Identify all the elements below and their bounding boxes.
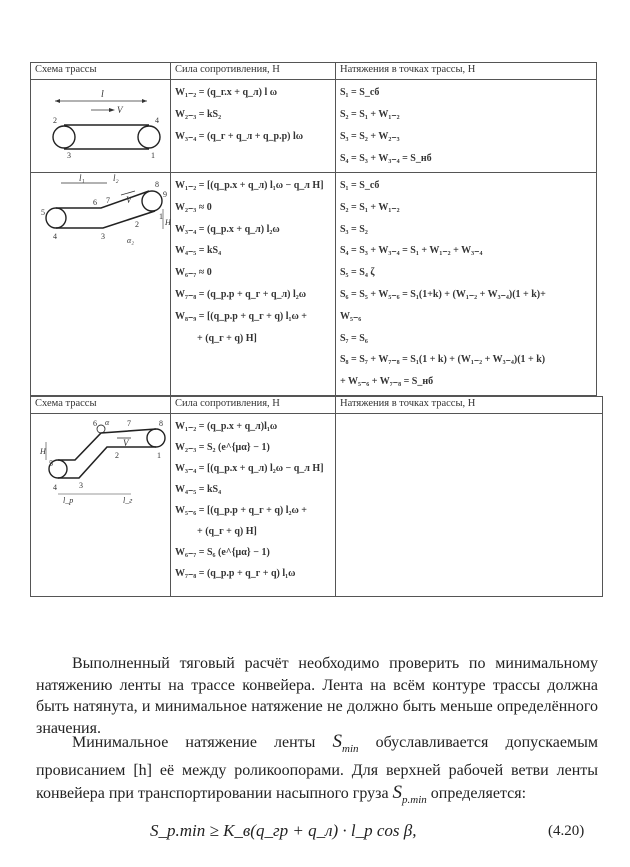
svg-text:5: 5 <box>41 208 45 217</box>
svg-text:l₂: l₂ <box>113 173 119 183</box>
svg-text:2: 2 <box>53 116 57 125</box>
svg-text:3: 3 <box>79 481 83 490</box>
pulley-right <box>147 429 165 447</box>
svg-text:4: 4 <box>53 232 57 241</box>
tensions-cell: S₁ = S_сб S₂ = S₁ + W₁₋₂ S₃ = S₂ S₄ = S₃ + W₃₋₄ = S₁ + W₁₋₂ + W₃₋₄ S₅ = S₄ ζ S₆ = S₅ + W₅₋₆ = S₁(1+k) + (W₁₋₂ + W₃₋₄)(1 + k)+ W₅₋₆ S₇ = S₆ S₈ = S₇ + W₇₋₈ = S₁(1 + k) + (W₁₋₂ + W₃₋₄)(1 + k) + W₅₋₆ + W₇₋₈ = S_нб <box>336 173 597 396</box>
table-header-row <box>31 63 597 80</box>
header-scheme: Схема трассы <box>31 397 171 414</box>
svg-text:7: 7 <box>127 419 131 428</box>
header-tension: Натяжения в точках трассы, Н <box>336 397 603 414</box>
svg-text:V: V <box>117 105 123 115</box>
svg-text:9: 9 <box>163 190 167 199</box>
svg-text:4: 4 <box>53 483 57 492</box>
svg-text:1: 1 <box>157 451 161 460</box>
resistance-table-2 <box>30 396 603 597</box>
forces-cell: W₁₋₂ = (q_г.х + q_л) l ω W₂₋₃ = kS₂ W₃₋₄ = (q_г + q_л + q_р.р) lω <box>171 80 336 173</box>
conveyor-scheme-bend <box>31 414 171 506</box>
header-tension: Натяжения в точках трассы, Н <box>336 63 597 80</box>
scheme-cell <box>31 173 171 396</box>
pulley-left <box>53 126 75 148</box>
svg-text:5: 5 <box>49 459 53 468</box>
svg-text:2: 2 <box>135 220 139 229</box>
forces-cell: W₁₋₂ = [(q_р.х + q_л) l₁ω − q_л H] W₂₋₃ ≈ 0 W₃₋₄ = (q_р.х + q_л) l₂ω W₄₋₅ = kS₄ W₆₋₇ ≈ 0 W₇₋₈ = (q_р.р + q_г + q_л) l₂ω W₈₋₉ = [(q_р.р + q_г + q) l₁ω + + (q_г + q) H] <box>171 173 336 396</box>
svg-text:H: H <box>40 447 46 456</box>
svg-text:H: H <box>165 218 171 227</box>
svg-text:7: 7 <box>106 196 110 205</box>
label-l: l <box>101 89 104 100</box>
paragraph-min-tension-check: Выполненный тяговый расчёт необходимо проверить по минимальному натяжению ленты на трассе конвейера. Лента на всём контуре трассы должна быть натянута, и минимальное натяжение не должно быть меньше определённого значения. <box>36 655 598 737</box>
tensions-cell-empty <box>336 414 603 597</box>
scheme-cell <box>31 80 171 173</box>
table-header-row <box>31 397 603 414</box>
svg-text:α₂: α₂ <box>127 236 134 245</box>
svg-text:l_г: l_г <box>123 496 133 505</box>
header-scheme: Схема трассы <box>31 63 171 80</box>
svg-text:α: α <box>105 418 110 427</box>
svg-text:V: V <box>123 438 129 448</box>
svg-text:l_р: l_р <box>63 496 74 505</box>
table-row <box>31 173 597 396</box>
svg-text:6: 6 <box>93 198 97 207</box>
pulley-left <box>46 208 66 228</box>
svg-text:V: V <box>126 195 132 205</box>
svg-text:3: 3 <box>67 151 71 160</box>
svg-text:l₁: l₁ <box>79 173 85 183</box>
svg-text:1: 1 <box>159 212 163 221</box>
conveyor-scheme-horizontal <box>31 80 171 172</box>
resistance-table-1 <box>30 62 597 396</box>
equation-number: (4.20) <box>548 823 585 839</box>
header-force: Сила сопротивления, Н <box>171 397 336 414</box>
svg-text:2: 2 <box>115 451 119 460</box>
svg-text:4: 4 <box>155 116 159 125</box>
paragraph-min-tension-definition: Минимальное натяжение ленты $S_{min}$ обуславливается допускаемым провисанием [h] её между роликоопорами. Для верхней рабочей ветви ленты конвейера при транспортировании насыпного груза $S_{p.min}$ определяется: <box>36 731 599 806</box>
forces-cell: W₁₋₂ = (q_р.х + q_л)l₁ω W₂₋₃ = S₂ (e^{μα} − 1) W₃₋₄ = [(q_р.х + q_л) l₂ω − q_л H] W₄₋₅ = kS₄ W₅₋₆ = [(q_р.р + q_г + q) l₂ω + + (q_г + q) H] W₆₋₇ = S₆ (e^{μα} − 1) W₇₋₈ = (q_р.р + q_г + q) l₁ω <box>171 414 336 597</box>
svg-text:8: 8 <box>155 180 159 189</box>
svg-text:3: 3 <box>101 232 105 241</box>
svg-text:6: 6 <box>93 419 97 428</box>
pulley-right <box>138 126 160 148</box>
svg-text:1: 1 <box>151 151 155 160</box>
pulley-right <box>142 191 162 211</box>
equation-4-20: S_p.min ≥ K_в(q_гр + q_л) · l_р cos β, <box>150 821 417 840</box>
table-row <box>31 80 597 173</box>
table-row <box>31 414 603 597</box>
scheme-cell <box>31 414 171 597</box>
conveyor-scheme-inclined <box>31 173 171 263</box>
tensions-cell: S₁ = S_сб S₂ = S₁ + W₁₋₂ S₃ = S₂ + W₂₋₃ S₄ = S₃ + W₃₋₄ = S_нб <box>336 80 597 173</box>
header-force: Сила сопротивления, Н <box>171 63 336 80</box>
svg-text:8: 8 <box>159 419 163 428</box>
